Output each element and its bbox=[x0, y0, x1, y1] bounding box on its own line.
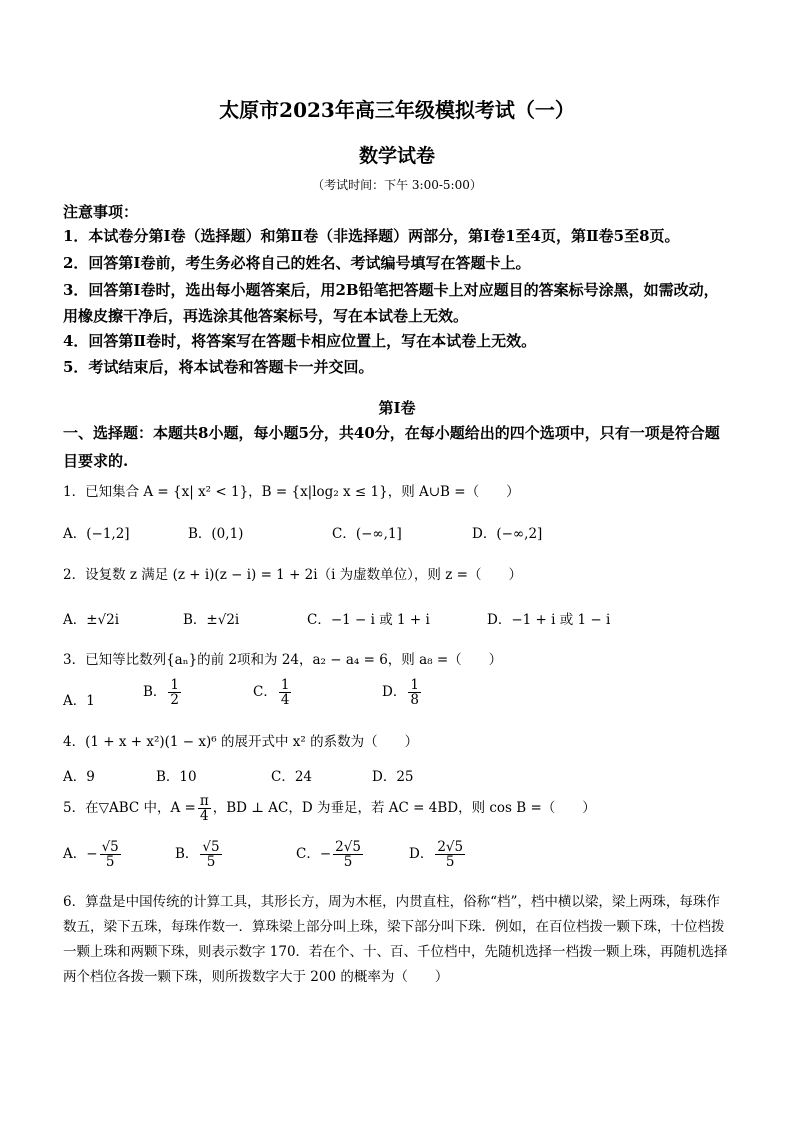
q5-option-c-fraction bbox=[333, 840, 363, 869]
notice-block bbox=[63, 200, 733, 379]
notice-item-1: 1．本试卷分第Ⅰ卷（选择题）和第Ⅱ卷（非选择题）两部分，第Ⅰ卷1至4页，第Ⅱ卷5至8页。 bbox=[63, 227, 680, 245]
exam-subtitle: 数学试卷 bbox=[358, 145, 435, 167]
fraction-denominator: 4 bbox=[200, 808, 209, 825]
q2-option-d: D．−1 + i 或 1 − i bbox=[487, 612, 611, 628]
question-3-stem: 3．已知等比数列{aₙ}的前 2项和为 24，a₂ − a₄ = 6，则 a₈ =（ ） bbox=[63, 652, 503, 668]
q3-option-d bbox=[382, 678, 423, 707]
q1-option-d: D．(−∞,2] bbox=[472, 526, 543, 542]
q4-option-d: D．25 bbox=[372, 769, 414, 785]
fraction-numerator: 1 bbox=[280, 677, 290, 693]
q3-option-b bbox=[143, 678, 183, 707]
q5-option-a-fraction bbox=[100, 840, 121, 869]
notice-item-2: 2．回答第Ⅰ卷前，考生务必将自己的姓名、考试编号填写在答题卡上。 bbox=[63, 254, 531, 272]
fraction-denominator: 5 bbox=[445, 854, 455, 871]
notice-item-5: 5．考试结束后，将本试卷和答题卡一并交回。 bbox=[63, 358, 374, 376]
fraction-denominator: 4 bbox=[280, 692, 290, 709]
q4-option-c: C．24 bbox=[271, 769, 313, 785]
q5-option-c-label: C．− bbox=[296, 846, 332, 863]
fraction-numerator: √5 bbox=[101, 839, 119, 855]
q4-option-a: A．9 bbox=[63, 769, 95, 785]
q3-option-d-fraction bbox=[408, 678, 421, 707]
q5-stem-fraction bbox=[198, 794, 211, 823]
fraction-denominator: 2 bbox=[170, 692, 180, 709]
q4-option-b: B．10 bbox=[156, 769, 197, 785]
q2-option-a: A．±√2i bbox=[63, 612, 120, 628]
q3-option-b-fraction bbox=[168, 678, 181, 707]
notice-heading: 注意事项： bbox=[63, 203, 139, 221]
fraction-denominator: 8 bbox=[410, 692, 419, 709]
exam-title: 太原市2023年高三年级模拟考试（一） bbox=[219, 98, 575, 122]
q5-stem-start: 5．在▽ABC 中，A = bbox=[63, 800, 196, 817]
question-5-stem bbox=[63, 794, 596, 823]
q3-option-b-label: B． bbox=[143, 684, 167, 701]
q3-option-c bbox=[253, 678, 293, 707]
q3-option-c-label: C． bbox=[253, 684, 277, 701]
q3-option-a: A．1 bbox=[63, 693, 95, 709]
part-label: 第Ⅰ卷 bbox=[378, 399, 416, 417]
q5-option-d-label: D． bbox=[409, 846, 434, 863]
exam-time: （考试时间：下午 3:00-5:00） bbox=[312, 178, 482, 192]
question-2-stem: 2．设复数 z 满足 (z + i)(z − i) = 1 + 2i（i 为虚数单位），则 z =（ ） bbox=[63, 567, 522, 583]
fraction-numerator: 2√5 bbox=[437, 839, 464, 855]
q5-option-c bbox=[296, 840, 365, 869]
q5-option-d-fraction bbox=[435, 840, 465, 869]
q3-option-c-fraction bbox=[279, 678, 292, 707]
q1-option-c: C．(−∞,1] bbox=[332, 526, 402, 542]
question-6-stem: 6．算盘是中国传统的计算工具，其形长方，周为木框，内贯直柱，俗称“档”，档中横以梁，梁上两珠，每珠作数五，梁下五珠，每珠作数一．算珠梁上部分叫上珠，梁下部分叫下珠．例如，在百位档拨一颗下珠，十位档拨一颗上珠和两颗下珠，则表示数字 170．若在个、十、百、千位档中，先随机选择一档拨一颗上珠，再随机选择两个档位各拨一颗下珠，则所拨数字大于 200 的概率为（ ） bbox=[63, 894, 728, 985]
q5-option-a bbox=[63, 840, 123, 869]
question-1-stem: 1．已知集合 A = {x| x² < 1}，B = {x|log₂ x ≤ 1}，则 A∪B =（ ） bbox=[63, 484, 520, 500]
fraction-numerator: 1 bbox=[410, 677, 419, 693]
fraction-numerator: π bbox=[199, 793, 209, 809]
section-heading: 一、选择题：本题共8小题，每小题5分，共40分，在每小题给出的四个选项中，只有一项是符合题目要求的. bbox=[63, 424, 720, 470]
notice-item-4: 4．回答第Ⅱ卷时，将答案写在答题卡相应位置上，写在本试卷上无效。 bbox=[63, 332, 537, 350]
q5-stem-end: ，BD ⊥ AC，D 为垂足，若 AC = 4BD，则 cos B =（ ） bbox=[212, 800, 596, 817]
fraction-denominator: 5 bbox=[206, 854, 216, 871]
question-4-stem: 4．(1 + x + x²)(1 − x)⁶ 的展开式中 x² 的系数为（ ） bbox=[63, 734, 419, 750]
q3-option-d-label: D． bbox=[382, 684, 407, 701]
q5-option-a-label: A．− bbox=[63, 846, 98, 863]
q5-option-b-fraction bbox=[200, 840, 221, 869]
fraction-numerator: 1 bbox=[170, 677, 180, 693]
q5-option-b bbox=[175, 840, 224, 869]
fraction-denominator: 5 bbox=[105, 854, 115, 871]
q5-option-d bbox=[409, 840, 467, 869]
notice-item-3: 3．回答第Ⅰ卷时，选出每小题答案后，用2B铅笔把答题卡上对应题目的答案标号涂黑，如需改动，用橡皮擦干净后，再选涂其他答案标号，写在本试卷上无效。 bbox=[63, 281, 719, 325]
fraction-denominator: 5 bbox=[343, 854, 353, 871]
q5-option-b-label: B． bbox=[175, 846, 199, 863]
fraction-numerator: √5 bbox=[202, 839, 220, 855]
q1-option-b: B．(0,1) bbox=[188, 526, 244, 542]
fraction-numerator: 2√5 bbox=[335, 839, 361, 855]
q2-option-c: C．−1 − i 或 1 + i bbox=[307, 612, 430, 628]
q2-option-b: B．±√2i bbox=[183, 612, 240, 628]
q1-option-a: A．(−1,2] bbox=[63, 526, 130, 542]
